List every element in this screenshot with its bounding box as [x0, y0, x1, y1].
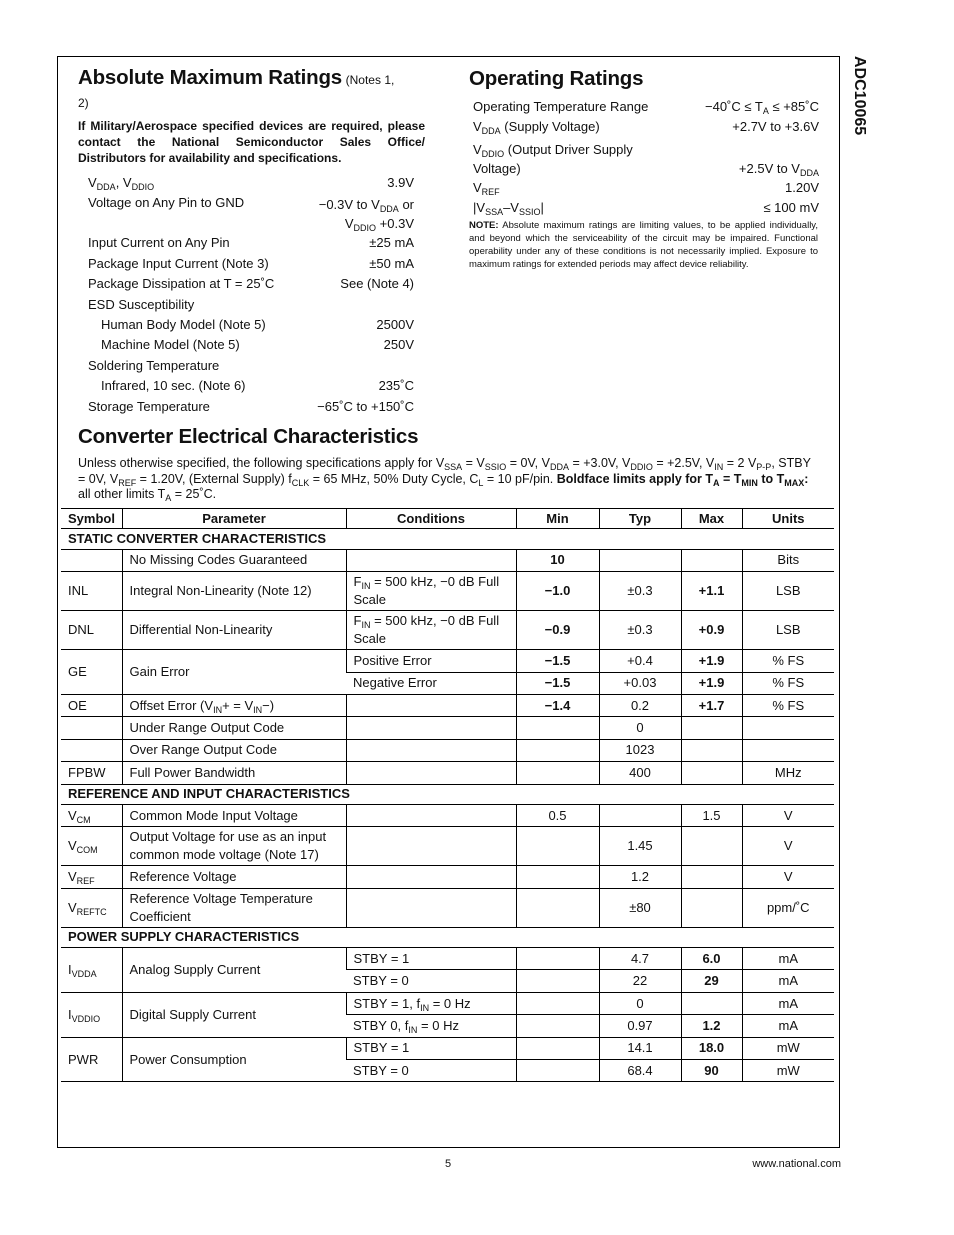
amr-rating-row [88, 375, 414, 395]
units-cell: LSB [742, 572, 834, 611]
symbol-cell [61, 717, 122, 739]
table-row [61, 717, 834, 739]
op-rating-label: $|V_{SSA}-V_{SSIO}|$ [473, 200, 544, 218]
min-cell [516, 762, 599, 784]
typ-cell: 1.45 [599, 827, 681, 866]
conditions-cell: $F_{IN} = 500$ kHz, −0 dB Full Scale [346, 611, 516, 650]
units-cell: ppm/˚C [742, 888, 834, 927]
section-title: STATIC CONVERTER CHARACTERISTICS [61, 529, 834, 549]
op-rating-label: $V_{DDA}$ (Supply Voltage) [473, 119, 600, 137]
max-cell: 1.2 [681, 1015, 742, 1037]
max-cell: +1.7 [681, 694, 742, 716]
table-row [61, 866, 834, 888]
min-cell [516, 948, 599, 970]
max-cell: 18.0 [681, 1037, 742, 1059]
typ-cell: 400 [599, 762, 681, 784]
op-rating-row [473, 137, 819, 177]
amr-rating-row [88, 314, 414, 334]
amr-notes-ref: (Notes 1, [345, 73, 395, 87]
symbol-cell: $I_{VDDA}$ [61, 948, 122, 993]
table-row [61, 694, 834, 716]
amr-rating-row [88, 232, 414, 252]
min-cell [516, 827, 599, 866]
amr-ratings-list [88, 172, 414, 416]
max-cell: +1.1 [681, 572, 742, 611]
units-cell: mA [742, 1015, 834, 1037]
table-row [61, 611, 834, 650]
conditions-cell: STBY = 1 [346, 948, 516, 970]
max-cell: +1.9 [681, 650, 742, 672]
typ-cell: 68.4 [599, 1060, 681, 1082]
typ-cell: 1023 [599, 739, 681, 761]
conditions-cell: STBY = 1, $f_{IN} = 0$ Hz [346, 992, 516, 1014]
max-cell [681, 827, 742, 866]
max-cell [681, 739, 742, 761]
amr-rating-value: See (Note 4) [340, 276, 414, 292]
amr-military-warning: If Military/Aerospace specified devices are required, please contact the National Semiconductor Sales Office/ Distributors for availability and specifications. [78, 119, 425, 165]
op-ratings-list [473, 96, 819, 218]
typ-cell [599, 549, 681, 571]
section-title: REFERENCE AND INPUT CHARACTERISTICS [61, 784, 834, 804]
min-cell: −1.4 [516, 694, 599, 716]
amr-rating-label: ESD Susceptibility [88, 296, 195, 312]
max-cell [681, 888, 742, 927]
typ-cell: 0.2 [599, 694, 681, 716]
table-row [61, 739, 834, 761]
op-rating-value: 1.20V [785, 179, 819, 195]
section-row [61, 784, 834, 804]
conditions-cell [346, 827, 516, 866]
parameter-cell: Differential Non-Linearity [122, 611, 346, 650]
typ-cell: ±0.3 [599, 611, 681, 650]
units-cell: % FS [742, 672, 834, 694]
section-row [61, 529, 834, 549]
table-header-row [61, 509, 834, 529]
max-cell [681, 866, 742, 888]
cec-intro-text: Unless otherwise specified, the following specifications apply for $V_{SSA} = V_{SSIO} = 0V$, $V_{DDA} = +3.0V$, $V_{DDIO} = +2.5V$, $V_{IN} = 2$ $V_{P-P}$, STBY = 0V, $V_{REF} = 1.20V$, (External Supply) $f_{CLK} = 65$ MHz, 50% Duty Cycle, $C_L = 10$ pF/pin. Boldface limits apply for $T_A = T_{MIN}$ to $T_{MAX}$: all other limits $T_A$ = 25˚C. [78, 456, 811, 504]
op-rating-label: $V_{DDIO}$ (Output Driver Supply Voltage) [473, 141, 633, 176]
min-cell [516, 739, 599, 761]
units-cell: Bits [742, 549, 834, 571]
op-heading [469, 67, 643, 91]
page-number: 5 [445, 1158, 452, 1170]
amr-rating-label: Input Current on Any Pin [88, 235, 230, 251]
conditions-cell: Positive Error [346, 650, 516, 672]
table-row [61, 888, 834, 927]
conditions-cell: STBY = 1 [346, 1037, 516, 1059]
symbol-cell: PWR [61, 1037, 122, 1082]
units-cell: MHz [742, 762, 834, 784]
amr-rating-label: Voltage on Any Pin to GND [88, 195, 245, 211]
column-header: Symbol [61, 509, 122, 529]
parameter-cell: Offset Error $(V_{IN}+ = V_{IN}-)$ [122, 694, 346, 716]
max-cell: 6.0 [681, 948, 742, 970]
units-cell: mW [742, 1060, 834, 1082]
min-cell: −1.5 [516, 650, 599, 672]
op-rating-value: +2.5V to $V_{DDA}$ [738, 160, 819, 178]
max-cell: +0.9 [681, 611, 742, 650]
max-cell [681, 762, 742, 784]
amr-rating-row [88, 253, 414, 273]
conditions-cell [346, 717, 516, 739]
symbol-cell: GE [61, 650, 122, 695]
min-cell: 0.5 [516, 804, 599, 826]
parameter-cell: Over Range Output Code [122, 739, 346, 761]
amr-rating-label: Package Input Current (Note 3) [88, 255, 269, 271]
typ-cell: ±0.3 [599, 572, 681, 611]
table-row [61, 827, 834, 866]
min-cell [516, 1060, 599, 1082]
part-number-vertical-title [846, 56, 870, 256]
amr-rating-label: $V_{DDA}$, $V_{DDIO}$ [88, 175, 155, 192]
column-header: Min [516, 509, 599, 529]
table-row [61, 650, 834, 672]
max-cell [681, 717, 742, 739]
min-cell: −1.0 [516, 572, 599, 611]
cec-heading [78, 425, 418, 449]
symbol-cell [61, 549, 122, 571]
typ-cell: +0.4 [599, 650, 681, 672]
symbol-cell: INL [61, 572, 122, 611]
section-row [61, 927, 834, 947]
typ-cell [599, 804, 681, 826]
max-cell [681, 549, 742, 571]
op-rating-value: +2.7V to +3.6V [732, 119, 819, 135]
max-cell: 29 [681, 970, 742, 992]
parameter-cell: Under Range Output Code [122, 717, 346, 739]
amr-rating-label: Infrared, 10 sec. (Note 6) [101, 378, 246, 394]
min-cell [516, 717, 599, 739]
typ-cell: ±80 [599, 888, 681, 927]
max-cell [681, 992, 742, 1014]
part-number-text: ADC10065 [851, 56, 868, 136]
conditions-cell: Negative Error [346, 672, 516, 694]
parameter-cell: Full Power Bandwidth [122, 762, 346, 784]
typ-cell: 4.7 [599, 948, 681, 970]
conditions-cell: STBY = 0 [346, 1060, 516, 1082]
section-title: POWER SUPPLY CHARACTERISTICS [61, 927, 834, 947]
units-cell: LSB [742, 611, 834, 650]
units-cell [742, 739, 834, 761]
column-header: Units [742, 509, 834, 529]
typ-cell: 0.97 [599, 1015, 681, 1037]
conditions-cell [346, 866, 516, 888]
symbol-cell [61, 739, 122, 761]
op-note: NOTE: Absolute maximum ratings are limiting values, to be applied individually, and beyond which the serviceability of the circuit may be impaired. Functional operability under any of these conditions is not necessarily implied. Exposure to maximum ratings for extended periods may affect device reliability. [469, 220, 818, 270]
op-rating-value: ≤ 100 mV [763, 200, 819, 216]
column-header: Conditions [346, 509, 516, 529]
conditions-cell [346, 549, 516, 571]
amr-rating-row [88, 273, 414, 293]
max-cell: +1.9 [681, 672, 742, 694]
min-cell [516, 992, 599, 1014]
table-row [61, 1037, 834, 1059]
units-cell: V [742, 804, 834, 826]
min-cell [516, 888, 599, 927]
max-cell: 90 [681, 1060, 742, 1082]
min-cell [516, 1037, 599, 1059]
parameter-cell: No Missing Codes Guaranteed [122, 549, 346, 571]
column-header: Max [681, 509, 742, 529]
op-rating-row [473, 96, 819, 116]
typ-cell: 14.1 [599, 1037, 681, 1059]
min-cell: −0.9 [516, 611, 599, 650]
typ-cell: 0 [599, 992, 681, 1014]
symbol-cell: $V_{COM}$ [61, 827, 122, 866]
spec-table [61, 508, 834, 1082]
units-cell: V [742, 827, 834, 866]
amr-rating-row [88, 396, 414, 416]
min-cell [516, 1015, 599, 1037]
amr-heading [78, 67, 418, 91]
parameter-cell: Common Mode Input Voltage [122, 804, 346, 826]
op-rating-label: Operating Temperature Range [473, 99, 649, 114]
min-cell: −1.5 [516, 672, 599, 694]
parameter-cell: Reference Voltage Temperature Coefficient [122, 888, 346, 927]
max-cell: 1.5 [681, 804, 742, 826]
symbol-cell: $V_{REFTC}$ [61, 888, 122, 927]
table-row [61, 992, 834, 1014]
conditions-cell [346, 888, 516, 927]
amr-notes-ref-cont: 2) [78, 96, 89, 110]
units-cell: mA [742, 992, 834, 1014]
units-cell [742, 717, 834, 739]
amr-rating-value: −0.3V to $V_{DDA}$ or $V_{DDIO} +0.3V$ [318, 197, 414, 234]
units-cell: % FS [742, 650, 834, 672]
min-cell [516, 866, 599, 888]
amr-rating-value: 2500V [376, 316, 414, 332]
typ-cell: 0 [599, 717, 681, 739]
footer-url: www.national.com [752, 1158, 841, 1170]
amr-rating-value: 250V [383, 337, 414, 353]
table-row [61, 948, 834, 970]
symbol-cell: FPBW [61, 762, 122, 784]
column-header: Parameter [122, 509, 346, 529]
amr-title: Absolute Maximum Ratings [78, 66, 343, 89]
amr-rating-label: Machine Model (Note 5) [101, 337, 240, 353]
parameter-cell: Reference Voltage [122, 866, 346, 888]
parameter-cell: Output Voltage for use as an input common mode voltage (Note 17) [122, 827, 346, 866]
op-rating-row [473, 177, 819, 197]
symbol-cell: OE [61, 694, 122, 716]
table-row [61, 572, 834, 611]
typ-cell: 1.2 [599, 866, 681, 888]
conditions-cell: $F_{IN} = 500$ kHz, −0 dB Full Scale [346, 572, 516, 611]
symbol-cell: $V_{CM}$ [61, 804, 122, 826]
parameter-cell: Power Consumption [122, 1037, 346, 1082]
symbol-cell: $I_{VDDIO}$ [61, 992, 122, 1037]
amr-rating-row [88, 172, 414, 192]
amr-rating-value: −65˚C to +150˚C [317, 398, 414, 414]
column-header: Typ [599, 509, 681, 529]
amr-rating-row [88, 192, 414, 232]
op-rating-label: $V_{REF}$ [473, 179, 500, 197]
op-rating-row [473, 197, 819, 217]
table-row [61, 804, 834, 826]
amr-rating-value: 3.9V [387, 175, 414, 190]
amr-rating-label: Storage Temperature [88, 398, 210, 414]
typ-cell: +0.03 [599, 672, 681, 694]
amr-rating-row [88, 355, 414, 375]
symbol-cell: DNL [61, 611, 122, 650]
conditions-cell [346, 762, 516, 784]
min-cell [516, 970, 599, 992]
amr-rating-row [88, 334, 414, 354]
parameter-cell: Integral Non-Linearity (Note 12) [122, 572, 346, 611]
symbol-cell: $V_{REF}$ [61, 866, 122, 888]
amr-rating-label: Human Body Model (Note 5) [101, 316, 266, 332]
units-cell: V [742, 866, 834, 888]
conditions-cell: STBY 0, $f_{IN} = 0$ Hz [346, 1015, 516, 1037]
op-rating-row [473, 116, 819, 136]
amr-rating-row [88, 294, 414, 314]
amr-rating-label: Soldering Temperature [88, 357, 220, 373]
units-cell: mA [742, 970, 834, 992]
conditions-cell: STBY = 0 [346, 970, 516, 992]
op-title: Operating Ratings [469, 67, 644, 90]
amr-rating-value: ±25 mA [369, 235, 414, 251]
typ-cell: 22 [599, 970, 681, 992]
amr-rating-value: ±50 mA [369, 255, 414, 271]
units-cell: % FS [742, 694, 834, 716]
conditions-cell [346, 739, 516, 761]
min-cell: 10 [516, 549, 599, 571]
cec-title: Converter Electrical Characteristics [78, 425, 419, 448]
parameter-cell: Analog Supply Current [122, 948, 346, 993]
units-cell: mA [742, 948, 834, 970]
op-rating-value: −40˚C ≤ $T_A$ ≤ +85˚C [705, 99, 819, 116]
units-cell: mW [742, 1037, 834, 1059]
parameter-cell: Gain Error [122, 650, 346, 695]
conditions-cell [346, 804, 516, 826]
amr-rating-label: Package Dissipation at T = 25˚C [88, 276, 275, 292]
table-row [61, 549, 834, 571]
parameter-cell: Digital Supply Current [122, 992, 346, 1037]
amr-rating-value: 235˚C [378, 378, 414, 394]
conditions-cell [346, 694, 516, 716]
table-row [61, 762, 834, 784]
